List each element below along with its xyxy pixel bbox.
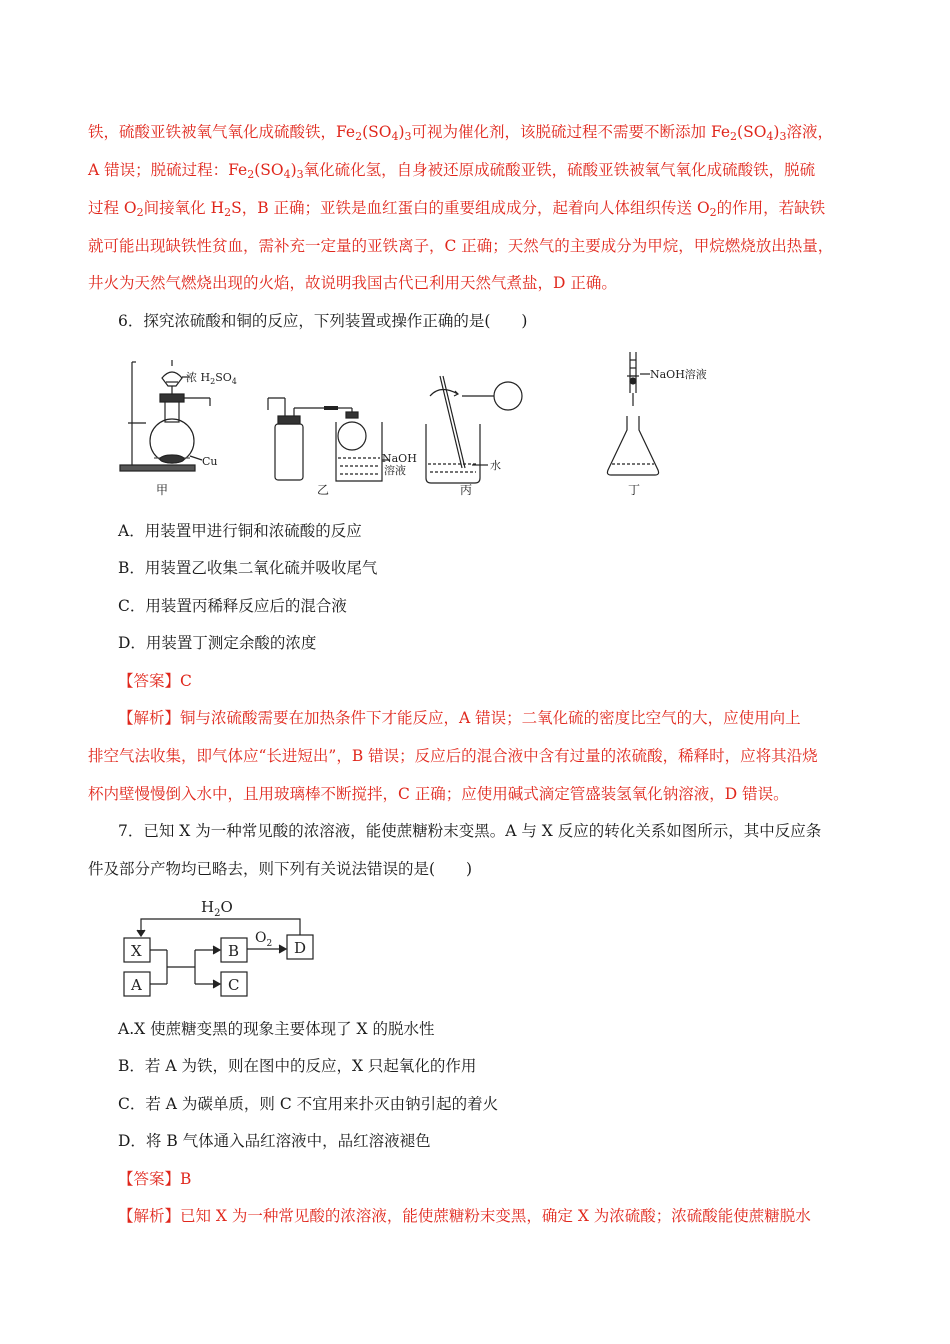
label-naoh: NaOH xyxy=(382,452,417,465)
label-h2o: $H_2O$ xyxy=(201,898,233,919)
label-conc-h2so4: 浓 $H_2SO_4$ xyxy=(186,371,237,386)
q6-analysis-line-1: 【解析】铜与浓硫酸需要在加热条件下才能反应，A 错误；二氧化硫的密度比空气的大，应使用向上 xyxy=(118,709,801,727)
q6-option-b: B．用装置乙收集二氧化硫并吸收尾气 xyxy=(118,559,378,577)
label-yi: 乙 xyxy=(317,483,330,497)
explanation-line-4: 就可能出现缺铁性贫血，需补充一定量的亚铁离子，C 正确；天然气的主要成分为甲烷，甲烷燃烧放出热量， xyxy=(88,237,834,255)
label-bing: 丙 xyxy=(460,483,473,497)
question-7-stem-2: 件及部分产物均已略去，则下列有关说法错误的是( ) xyxy=(88,860,473,878)
q6-option-a: A．用装置甲进行铜和浓硫酸的反应 xyxy=(118,522,362,540)
q6-apparatus-figure xyxy=(110,348,730,503)
q7-analysis-line-1: 【解析】已知 X 为一种常见酸的浓溶液，能使蔗糖粉末变黑，确定 X 为浓硫酸；浓硫酸能使蔗糖脱水 xyxy=(118,1207,811,1225)
label-jia: 甲 xyxy=(156,483,169,497)
box-x: X xyxy=(131,942,142,960)
q7-option-c: C．若 A 为碳单质，则 C 不宜用来扑灭由钠引起的着火 xyxy=(118,1095,499,1113)
box-d: D xyxy=(294,939,307,957)
q7-option-d: D．将 B 气体通入品红溶液中，品红溶液褪色 xyxy=(118,1132,431,1150)
label-naoh-burette: NaOH溶液 xyxy=(650,368,707,381)
q7-flow-diagram xyxy=(115,892,325,1002)
explanation-line-5: 井火为天然气燃烧出现的火焰，故说明我国古代已利用天然气煮盐，D 正确。 xyxy=(88,274,617,292)
box-a: A xyxy=(131,976,142,994)
q7-answer: 【答案】B xyxy=(118,1170,192,1188)
q7-option-b: B．若 A 为铁，则在图中的反应，X 只起氧化的作用 xyxy=(118,1057,477,1075)
label-cu: Cu xyxy=(202,455,218,468)
question-7-stem-1: 7．已知 X 为一种常见酸的浓溶液，能使蔗糖粉末变黑。A 与 X 反应的转化关系如图所示，其中反应条 xyxy=(118,822,822,840)
label-naoh-solution: 溶液 xyxy=(384,464,406,477)
box-b: B xyxy=(228,942,240,960)
explanation-line-1: 铁，硫酸亚铁被氧气氧化成硫酸铁，$Fe_2(SO_4)_3$可视为催化剂，该脱硫过程不需要不断添加 $Fe_2(SO_4)_3$溶液， xyxy=(88,123,833,143)
q6-analysis-line-3: 杯内壁慢慢倒入水中，且用玻璃棒不断搅拌，C 正确；应使用碱式滴定管盛装氢氧化钠溶液，D 错误。 xyxy=(88,785,789,803)
q6-answer: 【答案】C xyxy=(118,672,192,690)
q7-option-a: A.X 使蔗糖变黑的现象主要体现了 X 的脱水性 xyxy=(118,1020,435,1038)
q6-analysis-line-2: 排空气法收集，即气体应“长进短出”，B 错误；反应后的混合液中含有过量的浓硫酸，稀释时，应将其沿烧 xyxy=(88,747,818,765)
label-water: 水 xyxy=(490,459,501,472)
q6-option-c: C．用装置丙稀释反应后的混合液 xyxy=(118,597,347,615)
box-c: C xyxy=(228,976,240,994)
label-o2: $O_2$ xyxy=(255,930,273,949)
question-6-stem: 6．探究浓硫酸和铜的反应，下列装置或操作正确的是( ) xyxy=(118,312,528,330)
q6-option-d: D．用装置丁测定余酸的浓度 xyxy=(118,634,317,652)
explanation-line-2: A 错误；脱硫过程：$Fe_2(SO_4)_3$氧化硫化氢，自身被还原成硫酸亚铁，硫酸亚铁被氧气氧化成硫酸铁，脱硫 xyxy=(88,161,816,181)
explanation-line-3: 过程 $O_2$间接氧化 $H_2S$，B 正确；亚铁是血红蛋白的重要组成成分，起着向人体组织传送 $O_2$的作用，若缺铁 xyxy=(88,199,826,219)
label-ding: 丁 xyxy=(628,483,641,497)
